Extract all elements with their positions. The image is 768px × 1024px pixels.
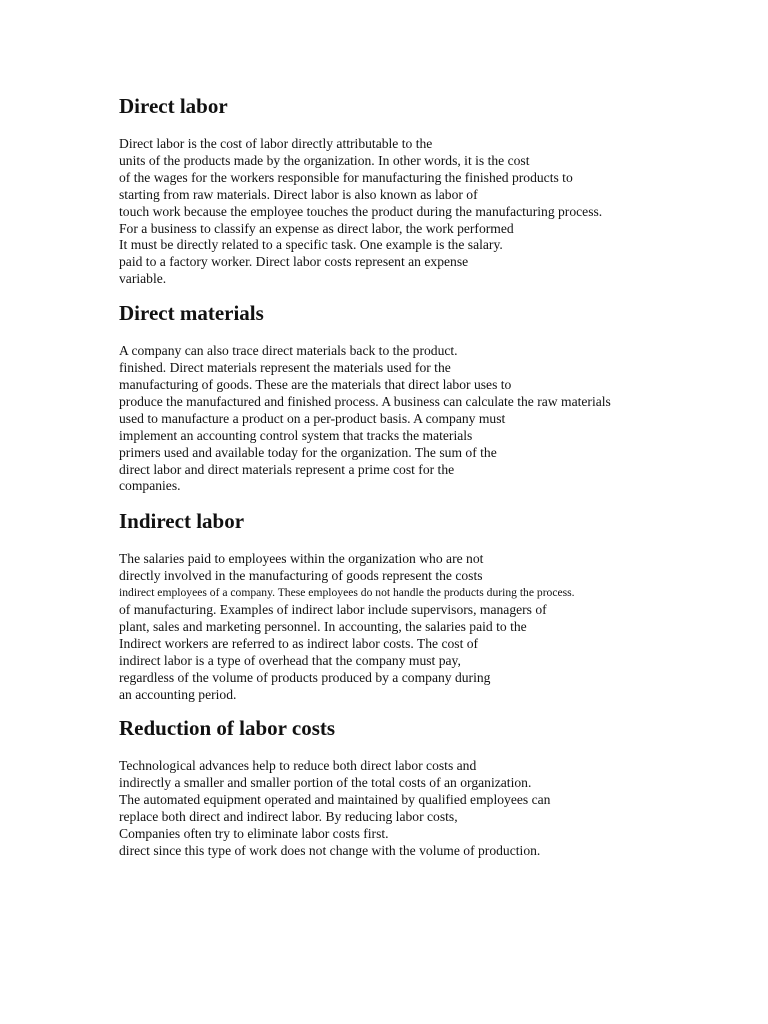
paragraph-line: companies. [119, 478, 181, 494]
paragraph-line: finished. Direct materials represent the materials used for the [119, 360, 451, 376]
section-direct-labor [119, 94, 719, 288]
paragraph-line: touch work because the employee touches the product during the manufacturing process. [119, 203, 603, 219]
paragraph-line: plant, sales and marketing personnel. In accounting, the salaries paid to the [119, 618, 527, 634]
paragraph-line: replace both direct and indirect labor. By reducing labor costs, [119, 809, 458, 825]
section-heading: Direct labor [119, 94, 228, 118]
section-direct-materials [119, 301, 719, 495]
paragraph-line: units of the products made by the organization. In other words, it is the cost [119, 152, 530, 168]
paragraph-line: A company can also trace direct materials back to the product. [119, 343, 458, 359]
paragraph-line: Technological advances help to reduce both direct labor costs and [119, 758, 477, 774]
document-page [119, 94, 719, 860]
paragraph-line: of the wages for the workers responsible for manufacturing the finished products to [119, 169, 573, 185]
paragraph-line: Companies often try to eliminate labor costs first. [119, 826, 389, 842]
section-heading: Indirect labor [119, 509, 245, 534]
paragraph-line: paid to a factory worker. Direct labor costs represent an expense [119, 254, 469, 270]
paragraph-line: directly involved in the manufacturing of goods represent the costs [119, 568, 483, 584]
section-indirect-labor [119, 509, 719, 703]
paragraph-line: The automated equipment operated and maintained by qualified employees can [119, 792, 551, 808]
section-body [119, 343, 719, 495]
paragraph-line: starting from raw materials. Direct labor is also known as labor of [119, 186, 478, 202]
paragraph-line: used to manufacture a product on a per-product basis. A company must [119, 410, 506, 426]
paragraph-line: of manufacturing. Examples of indirect labor include supervisors, managers of [119, 602, 547, 618]
paragraph-line: indirect employees of a company. These employees do not handle the products during the process. [119, 586, 575, 600]
paragraph-line: Indirect workers are referred to as indirect labor costs. The cost of [119, 635, 479, 651]
paragraph-line: regardless of the volume of products produced by a company during [119, 669, 491, 685]
paragraph-line: direct since this type of work does not change with the volume of production. [119, 843, 541, 858]
paragraph-line: It must be directly related to a specific task. One example is the salary. [119, 237, 503, 253]
paragraph-line: indirect labor is a type of overhead that the company must pay, [119, 652, 461, 668]
paragraph-line: implement an accounting control system that tracks the materials [119, 427, 473, 443]
paragraph-line: primers used and available today for the organization. The sum of the [119, 444, 497, 460]
paragraph-line: For a business to classify an expense as direct labor, the work performed [119, 220, 514, 236]
paragraph-line: direct labor and direct materials represent a prime cost for the [119, 461, 455, 477]
paragraph-line: produce the manufactured and finished process. A business can calculate the raw materials [119, 393, 611, 409]
paragraph-line: variable. [119, 271, 167, 287]
section-heading: Direct materials [119, 301, 264, 326]
paragraph-line: manufacturing of goods. These are the materials that direct labor uses to [119, 376, 512, 392]
paragraph-line: Direct labor is the cost of labor directly attributable to the [119, 136, 433, 151]
section-reduction-of-labor-costs [119, 716, 719, 859]
section-body [119, 136, 719, 288]
section-heading: Reduction of labor costs [119, 716, 336, 741]
section-body [119, 551, 719, 703]
paragraph-line: an accounting period. [119, 686, 237, 702]
paragraph-line: The salaries paid to employees within the organization who are not [119, 551, 484, 567]
section-body [119, 758, 719, 859]
paragraph-line: indirectly a smaller and smaller portion of the total costs of an organization. [119, 775, 532, 791]
